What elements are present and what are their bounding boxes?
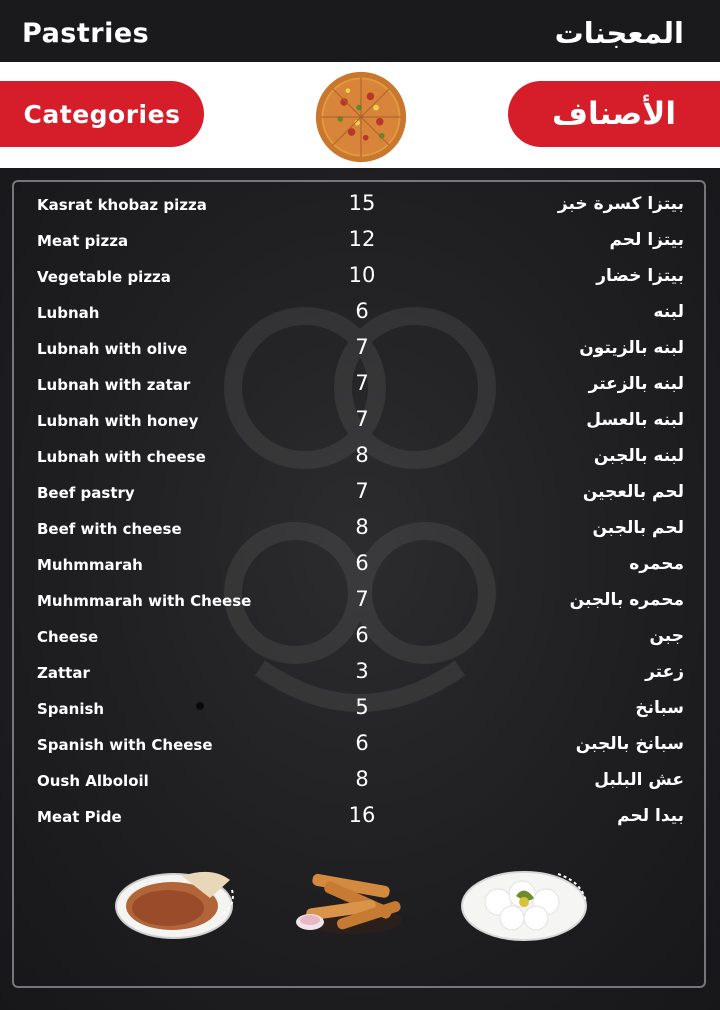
menu-item[interactable] [0, 764, 720, 800]
menu-item[interactable] [0, 188, 720, 224]
item-price: 16 [348, 803, 376, 827]
item-name-en: Lubnah with zatar [37, 376, 191, 394]
menu-item[interactable] [0, 512, 720, 548]
top-bar [0, 0, 720, 62]
item-price: 8 [355, 767, 369, 791]
item-name-en: Cheese [37, 628, 99, 646]
menu-item[interactable] [0, 728, 720, 764]
menu-panel [0, 168, 720, 1010]
item-price: 15 [348, 191, 376, 215]
item-name-en: Lubnah with olive [37, 340, 188, 358]
item-name-ar: محمره بالجبن [569, 590, 684, 610]
menu-item[interactable] [0, 404, 720, 440]
item-name-en: Spanish with Cheese [37, 736, 213, 754]
item-name-en: Lubnah with honey [37, 412, 199, 430]
page-title-ar: المعجنات [554, 16, 684, 50]
menu-item[interactable] [0, 584, 720, 620]
categories-button-en[interactable] [0, 81, 204, 147]
item-name-ar: زعتر [645, 662, 684, 682]
menu-item[interactable] [0, 476, 720, 512]
item-price: 8 [355, 515, 369, 539]
menu-list [0, 188, 720, 836]
item-price: 7 [355, 587, 369, 611]
menu-item[interactable] [0, 692, 720, 728]
item-name-en: Spanish [37, 700, 105, 718]
menu-item[interactable] [0, 260, 720, 296]
item-name-en: Beef pastry [37, 484, 135, 502]
categories-label-en: Categories [23, 99, 181, 129]
item-price: 5 [355, 695, 369, 719]
menu-item[interactable] [0, 368, 720, 404]
meat-pie-plate-image [112, 858, 242, 944]
item-price: 7 [355, 479, 369, 503]
item-name-en: Meat Pide [37, 808, 122, 826]
categories-band [0, 62, 720, 168]
item-name-ar: لحم بالعجين [582, 482, 684, 502]
labneh-plate-image [458, 854, 592, 944]
item-price: 8 [355, 443, 369, 467]
menu-item[interactable] [0, 296, 720, 332]
item-price: 7 [355, 407, 369, 431]
item-name-ar: لبنه بالعسل [586, 410, 684, 430]
menu-item[interactable] [0, 224, 720, 260]
item-name-ar: محمره [629, 554, 684, 574]
menu-item[interactable] [0, 800, 720, 836]
item-name-ar: لبنه بالزعتر [588, 374, 684, 394]
menu-item[interactable] [0, 440, 720, 476]
item-name-ar: لبنه بالجبن [593, 446, 684, 466]
item-name-en: Muhmmarah [37, 556, 143, 574]
item-name-ar: جبن [649, 626, 684, 646]
item-name-en: Beef with cheese [37, 520, 182, 538]
item-price: 6 [355, 623, 369, 647]
item-name-ar: بيتزا لحم [609, 230, 684, 250]
item-price: 10 [348, 263, 376, 287]
item-name-en: Lubnah with cheese [37, 448, 206, 466]
item-name-ar: عش البلبل [594, 770, 684, 790]
stray-dot [196, 702, 204, 710]
item-name-en: Meat pizza [37, 232, 129, 250]
item-name-en: Zattar [37, 664, 90, 682]
categories-button-ar[interactable] [508, 81, 720, 147]
item-name-ar: لبنه [653, 302, 684, 322]
item-price: 3 [355, 659, 369, 683]
pizza-image [314, 70, 408, 164]
item-name-ar: سبانخ [635, 698, 684, 718]
item-name-ar: بيتزا كسرة خبز [557, 194, 684, 214]
item-name-en: Muhmmarah with Cheese [37, 592, 252, 610]
item-name-en: Vegetable pizza [37, 268, 171, 286]
item-name-en: Oush Alboloil [37, 772, 149, 790]
item-price: 6 [355, 299, 369, 323]
item-price: 12 [348, 227, 376, 251]
item-name-en: Kasrat khobaz pizza [37, 196, 207, 214]
pastry-sticks-image [292, 858, 416, 944]
menu-item[interactable] [0, 332, 720, 368]
item-price: 6 [355, 551, 369, 575]
categories-label-ar: الأصناف [552, 96, 676, 132]
menu-item[interactable] [0, 656, 720, 692]
item-name-en: Lubnah [37, 304, 100, 322]
item-name-ar: لبنه بالزيتون [579, 338, 684, 358]
item-price: 7 [355, 335, 369, 359]
item-name-ar: بيدا لحم [617, 806, 684, 826]
menu-item[interactable] [0, 620, 720, 656]
page-title-en: Pastries [22, 18, 150, 49]
item-name-ar: بيتزا خضار [596, 266, 684, 286]
menu-item[interactable] [0, 548, 720, 584]
item-name-ar: لحم بالجبن [592, 518, 684, 538]
item-price: 6 [355, 731, 369, 755]
item-name-ar: سبانخ بالجبن [575, 734, 684, 754]
item-price: 7 [355, 371, 369, 395]
